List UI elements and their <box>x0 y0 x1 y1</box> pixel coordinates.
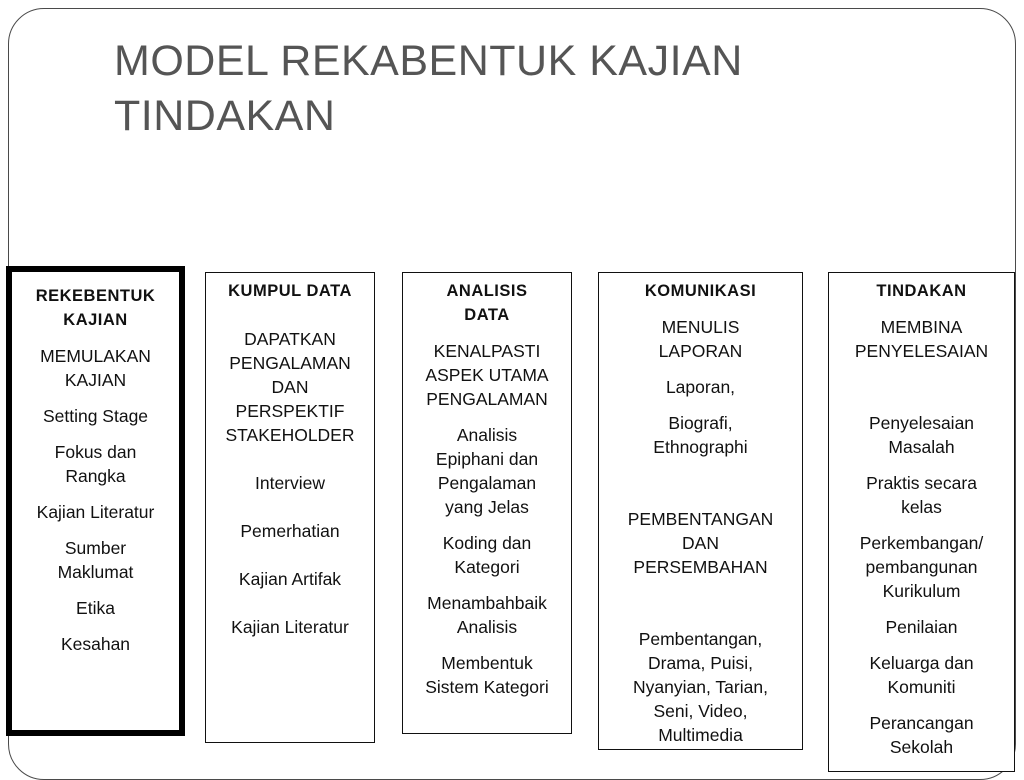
step-item: Biografi, Ethnographi <box>653 413 748 457</box>
step-item: Kajian Literatur <box>231 617 349 637</box>
step-item: Penilaian <box>885 617 958 637</box>
slide-title <box>114 34 874 144</box>
step-item: Interview <box>254 473 326 493</box>
phase-label: DAPATKAN PENGALAMAN DAN PERSPEKTIF STAKEHOLDER <box>225 329 355 445</box>
step-item: Laporan, <box>665 377 736 397</box>
phase-label: MEMULAKAN KAJIAN <box>40 346 151 390</box>
step-item: Pembentangan, Drama, Puisi, Nyanyian, Tarian, Seni, Video, Multimedia <box>633 629 768 745</box>
phase-label: KENALPASTI ASPEK UTAMA PENGALAMAN <box>425 341 549 409</box>
phase-label: PEMBENTANGAN DAN PERSEMBAHAN <box>627 509 774 577</box>
column-heading: ANALISIS DATA <box>446 282 528 324</box>
column-analisis-data <box>402 272 572 734</box>
column-komunikasi <box>598 272 803 750</box>
column-tindakan <box>828 272 1015 772</box>
step-item: Analisis Epiphani dan Pengalaman yang Jelas <box>435 425 539 517</box>
step-item: Fokus dan Rangka <box>54 442 137 486</box>
column-heading: REKEBENTUK KAJIAN <box>35 287 156 329</box>
step-item: Sumber Maklumat <box>57 538 134 582</box>
title-line-1: MODEL REKABENTUK KAJIAN <box>114 37 743 85</box>
phase-label: MEMBINA PENYELESAIAN <box>854 317 989 361</box>
step-item: Praktis secara kelas <box>866 473 977 517</box>
column-heading: KUMPUL DATA <box>228 282 352 300</box>
column-rekebentuk-kajian <box>6 266 185 736</box>
step-item: Perancangan Sekolah <box>869 713 974 757</box>
step-item: Setting Stage <box>42 406 149 426</box>
step-item: Keluarga dan Komuniti <box>869 653 974 697</box>
step-item: Kesahan <box>60 634 131 654</box>
title-line-2: TINDAKAN <box>114 92 336 140</box>
step-item: Kajian Artifak <box>238 569 342 589</box>
column-heading: TINDAKAN <box>876 282 967 300</box>
step-item: Menambahbaik Analisis <box>427 593 547 637</box>
step-item: Penyelesaian Masalah <box>868 413 975 457</box>
phase-label: MENULIS LAPORAN <box>658 317 743 361</box>
step-item: Membentuk Sistem Kategori <box>425 653 549 697</box>
step-item: Kajian Literatur <box>36 502 155 522</box>
step-item: Perkembangan/ pembangunan Kurikulum <box>859 533 984 601</box>
column-heading: KOMUNIKASI <box>644 282 757 300</box>
column-kumpul-data <box>205 272 375 743</box>
step-item: Pemerhatian <box>240 521 340 541</box>
step-item: Koding dan Kategori <box>442 533 532 577</box>
step-item: Etika <box>76 598 115 618</box>
